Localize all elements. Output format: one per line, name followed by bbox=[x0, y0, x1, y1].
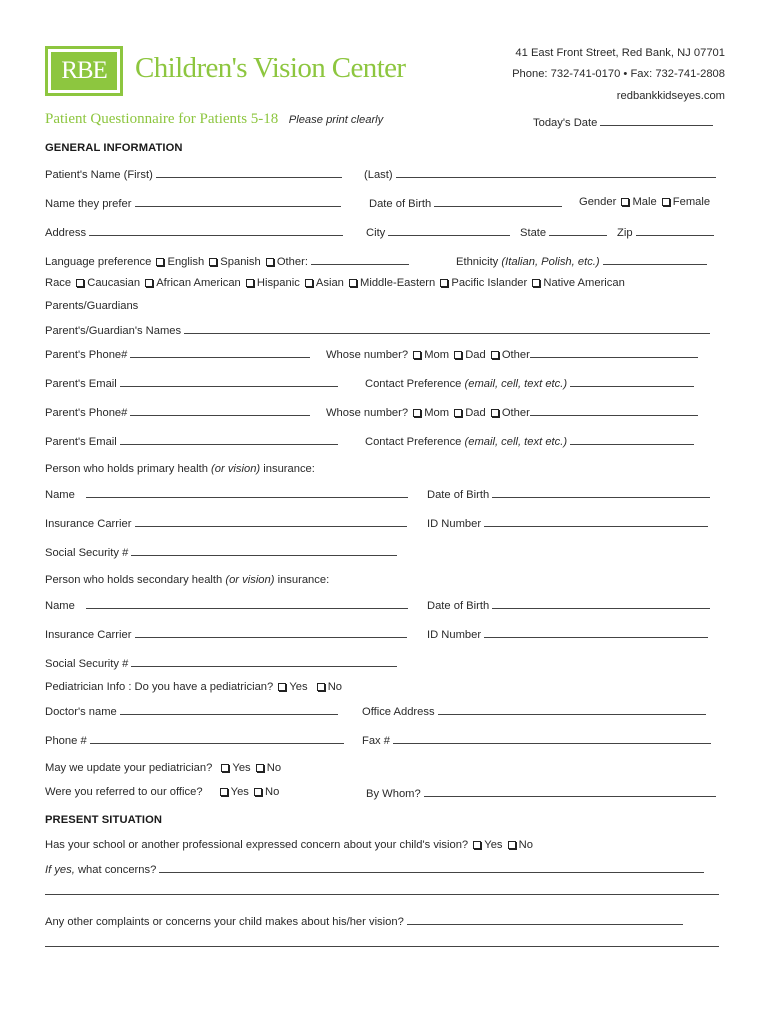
primary-ssn-input[interactable] bbox=[131, 544, 397, 556]
race-checkbox-hispanic[interactable] bbox=[246, 279, 254, 287]
parent1-contact-pref-field bbox=[365, 375, 694, 391]
doctor-fax-label: Fax # bbox=[362, 735, 390, 747]
gender-label: Gender bbox=[579, 196, 617, 208]
spanish-checkbox[interactable] bbox=[209, 258, 217, 266]
parent2-other-input[interactable] bbox=[530, 404, 698, 416]
clinic-phone-fax: Phone: 732-741-0170 • Fax: 732-741-2808 bbox=[512, 68, 725, 80]
first-name-field bbox=[45, 166, 342, 182]
race-option-label: African American bbox=[156, 277, 241, 289]
primary-dob-input[interactable] bbox=[492, 486, 710, 498]
language-label: Language preference bbox=[45, 256, 152, 268]
primary-id-field bbox=[427, 515, 708, 531]
race-option-label: Caucasian bbox=[87, 277, 141, 289]
office-address-label: Office Address bbox=[362, 706, 435, 718]
secondary-dob-input[interactable] bbox=[492, 597, 710, 609]
referred-question bbox=[45, 785, 279, 799]
state-field bbox=[520, 224, 607, 240]
race-checkbox-african-american[interactable] bbox=[145, 279, 153, 287]
what-concerns-input[interactable] bbox=[159, 861, 704, 873]
contact-pref-examples: (email, cell, text etc.) bbox=[464, 436, 568, 448]
no-label: No bbox=[327, 681, 343, 693]
primary-ssn-field bbox=[45, 544, 397, 560]
guardian-names-input[interactable] bbox=[184, 322, 710, 334]
other-label: Other bbox=[501, 407, 530, 419]
primary-dob-label: Date of Birth bbox=[427, 489, 490, 501]
male-label: Male bbox=[632, 196, 657, 208]
secondary-carrier-label: Insurance Carrier bbox=[45, 629, 132, 641]
complaints-field bbox=[45, 913, 683, 929]
last-name-label: (Last) bbox=[364, 169, 393, 181]
race-checkbox-pacific-islander[interactable] bbox=[440, 279, 448, 287]
dob-input[interactable] bbox=[434, 195, 562, 207]
state-input[interactable] bbox=[549, 224, 607, 236]
referred-label: Were you referred to our office? bbox=[45, 786, 203, 798]
race-option-label: Middle-Eastern bbox=[360, 277, 436, 289]
parent1-mom-checkbox[interactable] bbox=[413, 351, 421, 359]
last-name-field bbox=[364, 166, 716, 182]
doctor-fax-input[interactable] bbox=[393, 732, 711, 744]
female-checkbox[interactable] bbox=[662, 198, 670, 206]
referred-no-checkbox[interactable] bbox=[254, 788, 262, 796]
primary-insurance-paren: (or vision) bbox=[211, 463, 261, 475]
by-whom-input[interactable] bbox=[424, 785, 716, 797]
secondary-name-input[interactable] bbox=[86, 597, 408, 609]
male-checkbox[interactable] bbox=[621, 198, 629, 206]
primary-carrier-input[interactable] bbox=[135, 515, 407, 527]
general-info-heading: GENERAL INFORMATION bbox=[45, 142, 183, 154]
race-checkbox-caucasian[interactable] bbox=[76, 279, 84, 287]
parent1-phone-input[interactable] bbox=[130, 346, 310, 358]
by-whom-label: By Whom? bbox=[366, 788, 421, 800]
pediatrician-question-label: Pediatrician Info : Do you have a pediatrician? bbox=[45, 681, 274, 693]
secondary-carrier-input[interactable] bbox=[135, 626, 407, 638]
todays-date-input[interactable] bbox=[600, 114, 713, 126]
yes-label: Yes bbox=[289, 681, 308, 693]
parent2-email-label: Parent's Email bbox=[45, 436, 117, 448]
complaints-label: Any other complaints or concerns your child makes about his/her vision? bbox=[45, 916, 404, 928]
race-label: Race bbox=[45, 277, 72, 289]
parent2-other-checkbox[interactable] bbox=[491, 409, 499, 417]
no-label: No bbox=[518, 839, 533, 851]
parent2-phone-input[interactable] bbox=[130, 404, 310, 416]
primary-id-label: ID Number bbox=[427, 518, 482, 530]
by-whom-field bbox=[366, 785, 716, 801]
doctor-name-label: Doctor's name bbox=[45, 706, 117, 718]
form-title-row bbox=[45, 110, 383, 128]
parent1-phone-field bbox=[45, 346, 310, 362]
dob-label: Date of Birth bbox=[369, 198, 432, 210]
secondary-ssn-label: Social Security # bbox=[45, 658, 129, 670]
zip-field bbox=[617, 224, 714, 240]
parent1-phone-label: Parent's Phone# bbox=[45, 349, 128, 361]
secondary-id-input[interactable] bbox=[484, 626, 708, 638]
secondary-dob-label: Date of Birth bbox=[427, 600, 490, 612]
brand-name: Children's Vision Center bbox=[135, 52, 406, 84]
todays-date-field bbox=[533, 114, 713, 130]
parent1-other-input[interactable] bbox=[530, 346, 698, 358]
update-yes-checkbox[interactable] bbox=[221, 764, 229, 772]
other-language-checkbox[interactable] bbox=[266, 258, 274, 266]
parent1-dad-checkbox[interactable] bbox=[454, 351, 462, 359]
primary-id-input[interactable] bbox=[484, 515, 708, 527]
ethnicity-label: Ethnicity bbox=[456, 256, 499, 268]
other-label: Other bbox=[501, 349, 530, 361]
address-field bbox=[45, 224, 343, 240]
last-name-input[interactable] bbox=[396, 166, 716, 178]
parent1-whose-number-field bbox=[326, 346, 698, 362]
parent1-email-field bbox=[45, 375, 338, 391]
update-no-checkbox[interactable] bbox=[256, 764, 264, 772]
parent2-whose-number-field bbox=[326, 404, 698, 420]
ethnicity-input[interactable] bbox=[603, 253, 707, 265]
english-label: English bbox=[167, 256, 205, 268]
no-label: No bbox=[266, 762, 282, 774]
concern-question-label: Has your school or another professional expressed concern about your child's vision? bbox=[45, 839, 469, 851]
what-concerns-label: what concerns? bbox=[77, 864, 157, 876]
secondary-name-label: Name bbox=[45, 600, 75, 612]
preferred-name-label: Name they prefer bbox=[45, 198, 132, 210]
parent1-email-input[interactable] bbox=[120, 375, 338, 387]
parent1-email-label: Parent's Email bbox=[45, 378, 117, 390]
primary-name-label: Name bbox=[45, 489, 75, 501]
primary-carrier-field bbox=[45, 515, 407, 531]
doctor-phone-field bbox=[45, 732, 344, 748]
contact-pref-examples: (email, cell, text etc.) bbox=[464, 378, 568, 390]
logo-text: RBE bbox=[51, 52, 117, 90]
secondary-insurance-heading bbox=[45, 573, 329, 587]
female-label: Female bbox=[672, 196, 711, 208]
parent2-email-input[interactable] bbox=[120, 433, 338, 445]
doctor-name-input[interactable] bbox=[120, 703, 338, 715]
contact-pref-label: Contact Preference bbox=[365, 436, 462, 448]
race-checkbox-asian[interactable] bbox=[305, 279, 313, 287]
other-language-label: Other: bbox=[276, 256, 308, 268]
yes-label: Yes bbox=[484, 839, 503, 851]
primary-name-field bbox=[45, 486, 408, 502]
contact-pref-label: Contact Preference bbox=[365, 378, 462, 390]
primary-dob-field bbox=[427, 486, 710, 502]
whose-number-label: Whose number? bbox=[326, 349, 409, 361]
secondary-insurance-paren: (or vision) bbox=[225, 574, 275, 586]
guardian-names-field bbox=[45, 322, 710, 338]
primary-insurance-suffix: insurance: bbox=[263, 463, 315, 475]
parent1-contact-pref-input[interactable] bbox=[570, 375, 694, 387]
yes-label: Yes bbox=[232, 762, 251, 774]
race-option-label: Hispanic bbox=[256, 277, 300, 289]
update-pediatrician-label: May we update your pediatrician? bbox=[45, 762, 213, 774]
dob-field bbox=[369, 195, 562, 211]
spanish-label: Spanish bbox=[220, 256, 261, 268]
zip-label: Zip bbox=[617, 227, 633, 239]
office-address-field bbox=[362, 703, 706, 719]
pediatrician-no-checkbox[interactable] bbox=[317, 683, 325, 691]
gender-field bbox=[579, 195, 710, 209]
secondary-carrier-field bbox=[45, 626, 407, 642]
clinic-address: 41 East Front Street, Red Bank, NJ 07701 bbox=[515, 47, 725, 59]
what-concerns-extra-line[interactable] bbox=[45, 894, 719, 895]
preferred-name-field bbox=[45, 195, 341, 211]
city-input[interactable] bbox=[388, 224, 510, 236]
secondary-insurance-prefix: Person who holds secondary health bbox=[45, 574, 223, 586]
what-concerns-field bbox=[45, 861, 704, 877]
guardian-names-label: Parent's/Guardian's Names bbox=[45, 325, 182, 337]
concern-yes-checkbox[interactable] bbox=[473, 841, 481, 849]
zip-input[interactable] bbox=[636, 224, 714, 236]
race-field bbox=[45, 276, 625, 290]
logo bbox=[45, 46, 123, 96]
form-title: Patient Questionnaire for Patients 5-18 bbox=[45, 111, 279, 127]
update-pediatrician-question bbox=[45, 761, 281, 775]
secondary-id-field bbox=[427, 626, 708, 642]
dad-label: Dad bbox=[465, 407, 486, 419]
pediatrician-yes-checkbox[interactable] bbox=[278, 683, 286, 691]
other-language-input[interactable] bbox=[311, 253, 409, 265]
doctor-phone-input[interactable] bbox=[90, 732, 344, 744]
secondary-ssn-field bbox=[45, 655, 397, 671]
parents-guardians-label: Parents/Guardians bbox=[45, 300, 139, 312]
parent2-phone-field bbox=[45, 404, 310, 420]
primary-carrier-label: Insurance Carrier bbox=[45, 518, 132, 530]
language-field bbox=[45, 253, 409, 269]
mom-label: Mom bbox=[424, 407, 450, 419]
parent2-contact-pref-field bbox=[365, 433, 694, 449]
race-option-label: Native American bbox=[543, 277, 625, 289]
complaints-input[interactable] bbox=[407, 913, 683, 925]
no-label: No bbox=[265, 786, 280, 798]
address-input[interactable] bbox=[89, 224, 343, 236]
parent1-other-checkbox[interactable] bbox=[491, 351, 499, 359]
race-option-label: Pacific Islander bbox=[451, 277, 528, 289]
state-label: State bbox=[520, 227, 547, 239]
race-option-label: Asian bbox=[315, 277, 344, 289]
todays-date-label: Today's Date bbox=[533, 117, 598, 129]
first-name-label: Patient's Name (First) bbox=[45, 169, 153, 181]
ethnicity-examples: (Italian, Polish, etc.) bbox=[501, 256, 600, 268]
pediatrician-question bbox=[45, 680, 342, 694]
present-situation-heading: PRESENT SITUATION bbox=[45, 814, 163, 826]
print-note: Please print clearly bbox=[288, 114, 384, 126]
secondary-insurance-suffix: insurance: bbox=[277, 574, 330, 586]
first-name-input[interactable] bbox=[156, 166, 342, 178]
doctor-name-field bbox=[45, 703, 338, 719]
whose-number-label: Whose number? bbox=[326, 407, 409, 419]
race-checkbox-native-american[interactable] bbox=[532, 279, 540, 287]
parent2-contact-pref-input[interactable] bbox=[570, 433, 694, 445]
clinic-website: redbankkidseyes.com bbox=[616, 90, 725, 102]
secondary-name-field bbox=[45, 597, 408, 613]
address-label: Address bbox=[45, 227, 87, 239]
primary-name-input[interactable] bbox=[86, 486, 408, 498]
concern-question bbox=[45, 838, 533, 852]
doctor-phone-label: Phone # bbox=[45, 735, 87, 747]
preferred-name-input[interactable] bbox=[135, 195, 341, 207]
primary-insurance-heading bbox=[45, 462, 315, 476]
primary-insurance-prefix: Person who holds primary health bbox=[45, 463, 208, 475]
yes-label: Yes bbox=[230, 786, 249, 798]
office-address-input[interactable] bbox=[438, 703, 706, 715]
dad-label: Dad bbox=[465, 349, 486, 361]
race-checkbox-middle-eastern[interactable] bbox=[349, 279, 357, 287]
mom-label: Mom bbox=[424, 349, 450, 361]
secondary-id-label: ID Number bbox=[427, 629, 482, 641]
city-label: City bbox=[366, 227, 386, 239]
doctor-fax-field bbox=[362, 732, 711, 748]
ethnicity-field bbox=[456, 253, 707, 269]
parent2-phone-label: Parent's Phone# bbox=[45, 407, 128, 419]
parent2-email-field bbox=[45, 433, 338, 449]
secondary-ssn-input[interactable] bbox=[131, 655, 397, 667]
parent2-mom-checkbox[interactable] bbox=[413, 409, 421, 417]
if-yes-label: If yes, bbox=[45, 864, 75, 876]
primary-ssn-label: Social Security # bbox=[45, 547, 129, 559]
parent2-dad-checkbox[interactable] bbox=[454, 409, 462, 417]
city-field bbox=[366, 224, 510, 240]
secondary-dob-field bbox=[427, 597, 710, 613]
referred-yes-checkbox[interactable] bbox=[220, 788, 228, 796]
english-checkbox[interactable] bbox=[156, 258, 164, 266]
concern-no-checkbox[interactable] bbox=[508, 841, 516, 849]
complaints-extra-line[interactable] bbox=[45, 946, 719, 947]
